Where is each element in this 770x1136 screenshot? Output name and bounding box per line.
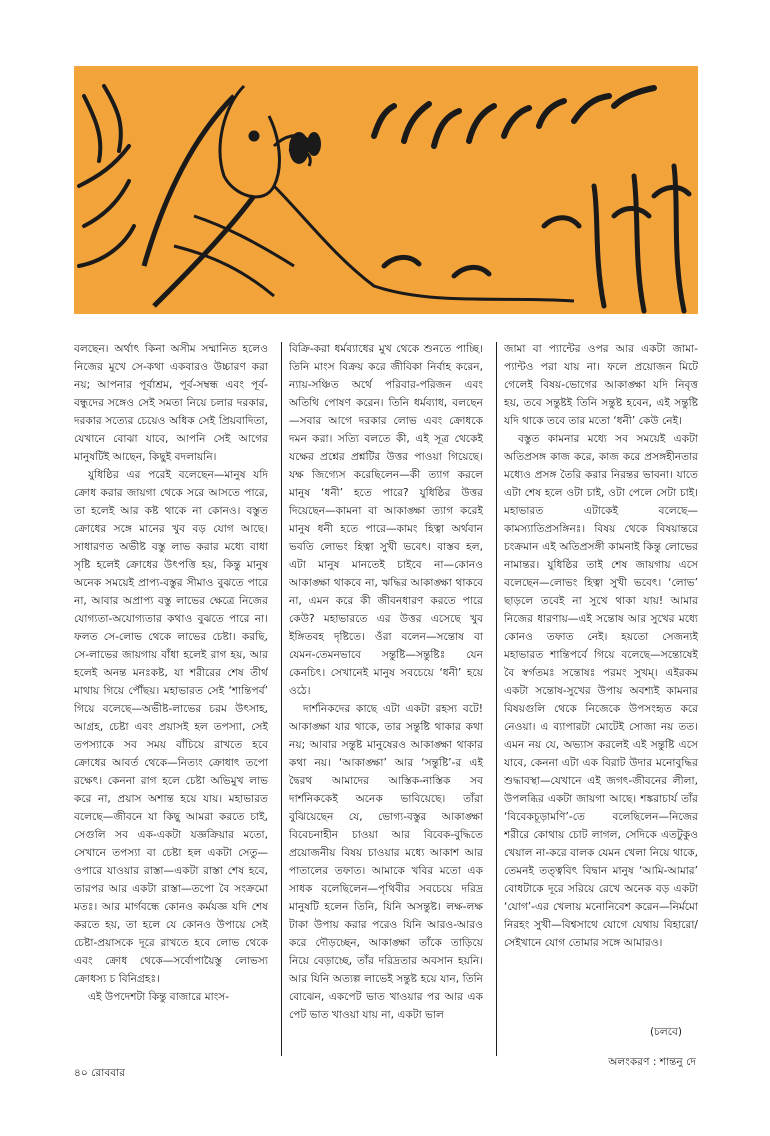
column-divider xyxy=(496,342,497,1056)
continued-label: (চলবে) xyxy=(650,1026,683,1038)
paragraph: জামা বা প্যান্টের ওপর আর একটা জামা-প্যান্টও পরা যায় না। ফলে প্রয়োজন মিটে গেলেই বিষয়-ভোগের আকাঙ্ক্ষা যদি নিবৃত্ত হয়, তবে সন্তুষ্টই তিনি সন্তুষ্ট হবেন, এই সন্তুষ্টি যদি থাকে তবে তার মতো ‘ধনী’ কেউ নেই। xyxy=(504,343,698,427)
paragraph: এই উপদেশটা কিন্তু বাজারে মাংস- xyxy=(88,991,230,1003)
article-column-1 xyxy=(74,340,268,1055)
woman-with-flower-illustration xyxy=(74,66,698,314)
column-divider xyxy=(281,342,282,1056)
article-column-2 xyxy=(289,340,483,1055)
paragraph: দার্শনিকদের কাছে এটা একটা রহস্য বটে! আকাঙ্ক্ষা যার থাকে, তার সন্তুষ্টি থাকার কথা নয়; আবার সন্তুষ্ট মানুষেরও আকাঙ্ক্ষা থাকার কথা নয়। ‘আকাঙ্ক্ষা’ আর ‘সন্তুষ্টি’-র এই দ্বৈরথ আমাদের আস্তিক-নাস্তিক সব দার্শনিককেই অনেক ভাবিয়েছে। তাঁরা বুঝিয়েছেন যে, ভোগ্য-বস্তুর আকাঙ্ক্ষা বিবেচনাহীন চাওয়া আর বিবেক-বুদ্ধিতে প্রয়োজনীয় বিষয় চাওয়ার মধ্যে আকাশ আর পাতালের তফাত। আমাকে খবির মতো এক সাধক বলেছিলেন—পৃথিবীর সবচেয়ে দরিদ্র মানুষটি হলেন তিনি, যিনি অসন্তুষ্ট। লক্ষ-লক্ষ টাকা উপায় করার পরেও যিনি আরও-আরও করে দৌড়চ্ছেন, আকাঙ্ক্ষা তাঁকে তাড়িয়ে নিয়ে বেড়াচ্ছে, তাঁর দরিদ্রতার অবসান হয়নি। আর যিনি অত্যল্প লাভেই সন্তুষ্ট হয়ে যান, তিনি বোঝেন, একপেট ভাত খাওয়ার পর আর এক পেট ভাত খাওয়া যায় না, একটা ভাল xyxy=(289,703,483,1021)
paragraph: বিক্রি-করা ধর্মব্যাধের মুখ থেকে শুনতে পাচ্ছি। তিনি মাংস বিক্রয় করে জীবিকা নির্বাহ করেন, ন্যায়-সঞ্চিত অর্থে পরিবার-পরিজন এবং অতিথি পোষণ করেন। তিনি ধর্মব্যাধ, বলছেন—সবার আগে দরকার লোভ এবং ক্রোধকে দমন করা। সত্যি বলতে কী, এই সূত্র থেকেই যক্ষের প্রশ্নের প্রশ্নটির উত্তর পাওয়া গিয়েছে। যক্ষ জিগ্যেস করেছিলেন—কী ত্যাগ করলে মানুষ ‘ধনী’ হতে পারে? যুধিষ্ঠির উত্তর দিয়েছেন—কামনা বা আকাঙ্ক্ষা ত্যাগ করেই মানুষ ধনী হতে পারে—কামং হিত্বা অর্থবান ভবতি লোভং হিত্বা সুখী ভবেৎ। বাস্তব হল, এটা মানুষ মানতেই চাইবে না—কোনও আকাঙ্ক্ষা থাকবে না, ঋদ্ধির আকাঙ্ক্ষা থাকবে না, এমন করে কী জীবনধারণ করতে পারে কেউ? মহাভারতে এর উত্তর এসেছে খুব ইঙ্গিতবহ দৃষ্টিতে। ওঁরা বলেন—সন্তোষ বা যেমন-তেমনভাবে সন্তুষ্টি—সন্তুষ্টিঃ যেন কেনচিৎ। সেখানেই মানুষ সবচেয়ে ‘ধনী’ হয়ে ওঠে। xyxy=(289,343,483,697)
illustration-credit: অলংকরণ : শান্তনু দে xyxy=(608,1056,696,1068)
article-column-3 xyxy=(504,340,698,1055)
paragraph: বস্তুত কামনার মধ্যে সব সময়েই একটা অতিপ্রসঙ্গ কাজ করে, কাজ করে প্রসঙ্গহীনতার মধ্যেও প্রসঙ্গ তৈরি করার নিরন্তর ভাবনা। যাতে এটা শেষ হলে ওটা চাই, ওটা পেলে সেটা চাই। মহাভারত এটাকেই বলেছে—কামস্যাতিপ্রসঙ্গিনঃ। বিষয় থেকে বিষয়ান্তরে চংক্রমান এই অতিপ্রসঙ্গী কামনাই কিন্তু লোভের নামান্তর। যুধিষ্ঠির তাই শেষ জায়গায় এসে বলেছেন—লোভং হিত্বা সুখী ভবেৎ। ‘লোভ’ ছাড়লে তবেই না সুখে থাকা যায়! আমার নিজের ধারণায়—এই সন্তোষ আর সুখের মধ্যে কোনও তফাত নেই। হয়তো সেজন্যই মহাভারত শান্তিপর্বে গিয়ে বলেছে—সন্তোষেই বৈ স্বর্গতমঃ সন্তোষঃ পরমং সুখম্। এইরকম একটা সন্তোষ-সুখের উপায় অবশ্যই কামনার বিষয়গুলি থেকে নিজেকে উপসংহৃত করে নেওয়া। এ ব্যাপারটা মোটেই সোজা নয় তত। এমন নয় যে, অভ্যাস করলেই এই সন্তুষ্টি এসে যাবে, কেননা এটা এক বিরাট উদার মনোবুদ্ধির শুদ্ধাবস্থা—যেখানে এই জগৎ-জীবনের লীলা, উপলব্ধির একটা জায়গা আছে। শঙ্করাচার্য তাঁর ‘বিবেকচূড়ামণি’-তে বলেছিলেন—নিজের শরীরে কোথায় চোট লাগল, সেদিকে এতটুকুও খেয়াল না-করে বালক যেমন খেলা নিয়ে থাকে, তেমনই তত্ত্ববিৎ বিদ্বান মানুষ ‘আমি-আমার’ বোধটাকে দূরে সরিয়ে রেখে অনেক বড় একটা ‘যোগ’-এর খেলায় মনোনিবেশ করেন—নির্মমো নিরহং সুখী—বিশ্বসাথে যোগে যেথায় বিহারো/সেইখানে যোগ তোমার সঙ্গে আমারও। xyxy=(504,433,698,949)
paragraph: যুধিষ্ঠির এর পরেই বলেছেন—মানুষ যদি ক্রোধ করার জায়গা থেকে সরে আসতে পারে, তা হলেই আর কষ্ট থাকে না কোনও। বস্তুত ক্রোধের সঙ্গে মানের খুব বড় যোগ আছে। সাধারণত অভীষ্ট বস্তু লাভ করার মধ্যে বাধা সৃষ্টি হলেই ক্রোধের উৎপত্তি হয়, কিন্তু মানুষ অনেক সময়েই প্রাপ্য-বস্তুর সীমাও বুঝতে পারে না, আবার অপ্রাপ্য বস্তু লাভের ক্ষেত্রে নিজের যোগ্যতা-অযোগ্যতার কথাও বুঝতে পারে না। ফলত সে-লোভ থেকে লাভের চেষ্টা। করছি, সে-লাভের জায়গায় বাঁধা হলেই রাগ হয়, আর হলেই অনন্ত মনঃকষ্ট, যা শরীরের শেষ তীর্থ মাথায় গিয়ে পৌঁছয়। মহাভারত সেই ‘শান্তিপর্ব’ গিয়ে বলেছে—অভীষ্ট-লাভের চরম উৎসাহ, আগ্রহ, চেষ্টা এবং প্রয়াসই হল তপস্যা, সেই তপস্যাকে সব সময় বাঁচিয়ে রাখতে হবে ক্রোধের আবর্ত থেকে—নিত্যং ক্রোধাৎ তপো রক্ষেৎ। কেননা রাগ হলে চেষ্টা অভিমুখ লাভ করে না, প্রয়াস অশান্ত হয়ে যায়। মহাভারত বলেছে—জীবনে যা কিছু আমরা করতে চাই, সেগুলি সব এক-একটা যজ্ঞক্রিয়ার মতো, সেখানে তপস্যা বা চেষ্টা হল একটা সেতু—ওপারে যাওয়ার রাস্তা—একটা রাস্তা শেষ হবে, তারপর আর একটা রাস্তা—তপো বৈ সংক্রমো মতঃ। আর মার্গবন্ধে কোনও কর্মযজ্ঞ যদি শেষ করতে হয়, তা হলে যে কোনও উপায়ে সেই চেষ্টা-প্রয়াসকে দূরে রাখতে হবে লোভ থেকে এবং ক্রোধ থেকে—সর্বোপায়ৈস্তু লোভস্য ক্রোধস্য চ বিনিগ্রহঃ। xyxy=(74,469,268,985)
illustration xyxy=(74,66,698,314)
paragraph: বলছেন। অর্থাৎ কিনা অসীম সম্মানিত হলেও নিজের মুখে সে-কথা একবারও উচ্চারণ করা নয়; আপনার পূর্বাশ্রম, পূর্ব-সম্বন্ধ এবং পূর্ব-বন্ধুদের সঙ্গেও সেই সমতা নিয়ে চলার দরকার, দরকার সত্যের চেয়েও অধিক সেই প্রিয়বাদিতা, যেখানে বোঝা যাবে, আপনি সেই আগের মানুষটিই আছেন, কিছুই বদলায়নি। xyxy=(74,343,268,463)
page-folio: ৪০ রোববার xyxy=(74,1067,126,1079)
